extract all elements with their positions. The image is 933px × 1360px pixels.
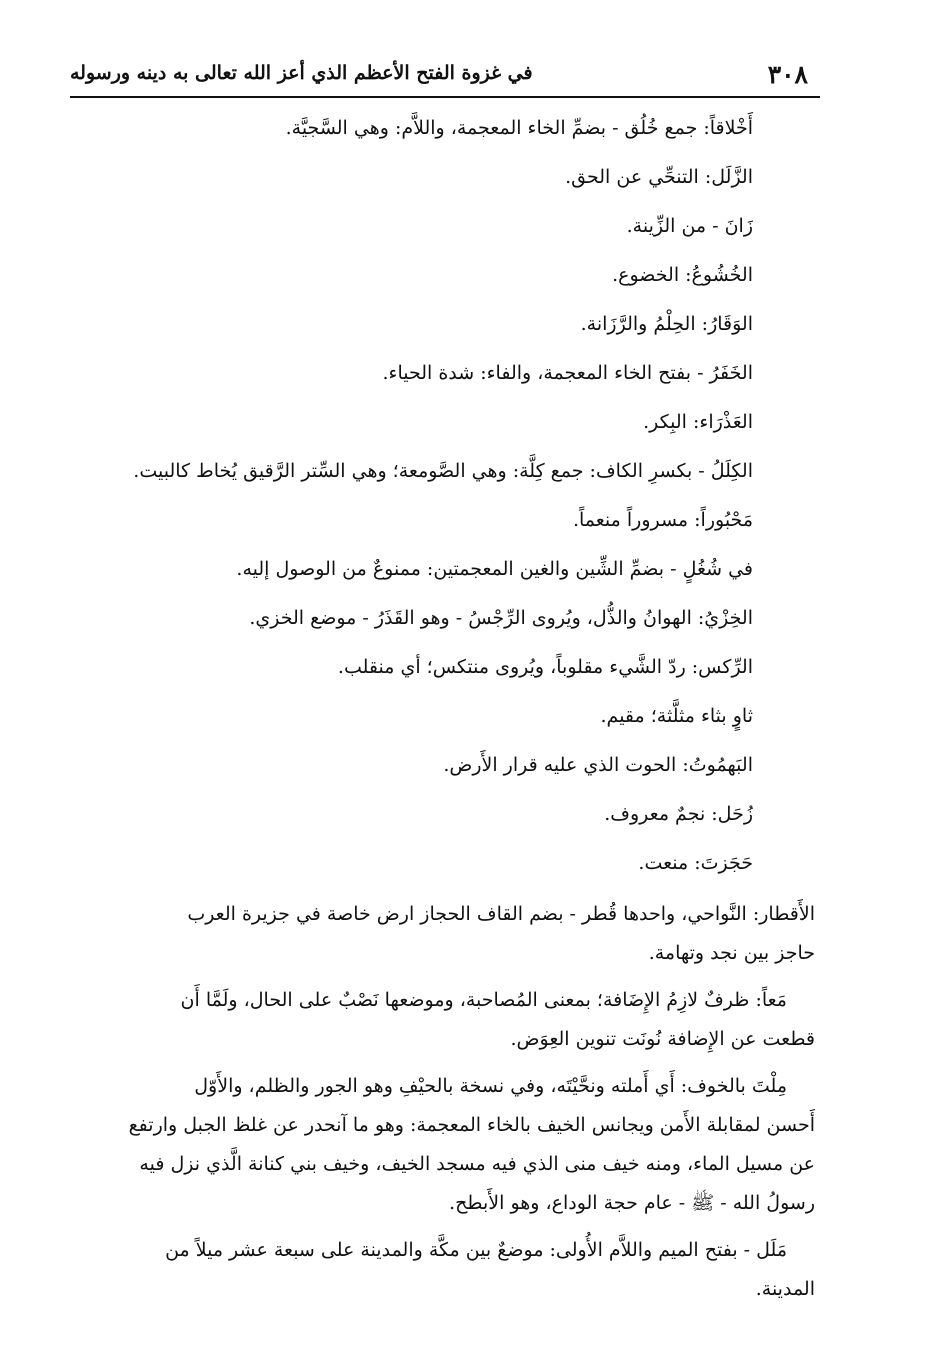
glossary-entry xyxy=(70,740,815,789)
header-rule xyxy=(70,96,820,98)
glossary-entry xyxy=(70,103,815,152)
entry-line: العَذْرَاء: البِكر. xyxy=(643,411,753,433)
entry-line: زَانَ - من الزِّينة. xyxy=(626,215,753,237)
glossary-entry xyxy=(70,895,815,973)
entry-line: ثاوٍ بثاء مثلَّثة؛ مقيم. xyxy=(600,705,753,727)
entry-line: قطعت عن الإِضافة نُونَت تنوين العِوَض. xyxy=(510,1028,815,1050)
entry-line: الخَفَرُ - بفتح الخاء المعجمة، والفاء: شدة الحياء. xyxy=(382,362,753,384)
glossary-entry xyxy=(70,593,815,642)
entry-line: الخِزْيُ: الهوانُ والذُّل، ويُروى الرِّجْسُ - وهو القَذَرُ - موضع الخزي. xyxy=(249,607,753,629)
glossary-entry xyxy=(70,981,815,1059)
entry-line: المدينة. xyxy=(755,1278,815,1300)
glossary-entries xyxy=(70,103,815,1343)
glossary-entry xyxy=(70,789,815,838)
entry-line: زُحَل: نجمٌ معروف. xyxy=(604,803,753,825)
entry-line: الوَقَارُ: الحِلْمُ والرَّزَانة. xyxy=(580,313,753,335)
glossary-entry xyxy=(70,691,815,740)
entry-line: البَهمُوتُ: الحوت الذي عليه قرار الأَرض. xyxy=(443,754,753,776)
page-number: ٣٠٨ xyxy=(767,60,808,89)
glossary-entry xyxy=(70,250,815,299)
glossary-entry xyxy=(70,495,815,544)
glossary-entry xyxy=(70,201,815,250)
entry-line: حاجز بين نجد وتهامة. xyxy=(648,942,815,964)
glossary-entry xyxy=(70,838,815,887)
entry-line: مَعاً: ظرفٌ لازِمُ الإِضَافة؛ بمعنى المُصاحبة، وموضعها نَصْبٌ على الحال، ولَمَّا أَن xyxy=(180,989,787,1011)
entry-line: الرِّكس: ردّ الشَّيء مقلوباً، ويُروى منتكس؛ أي منقلب. xyxy=(337,656,753,678)
entry-line: مِلْتَ بالخوف: أَي أَملته ونحَّيْتَه، وفي نسخة بالحيْفِ وهو الجور والظلم، والأَوّل xyxy=(194,1075,787,1097)
glossary-entry xyxy=(70,397,815,446)
glossary-entry xyxy=(70,1067,815,1223)
entry-line: رسولُ الله - ﷺ - عام حجة الوداع، وهو الأَبطح. xyxy=(449,1192,815,1214)
entry-line: أَخْلاقاً: جمع خُلُق - بضمِّ الخاء المعجمة، واللاَّم: وهي السَّجيَّة. xyxy=(285,117,753,139)
entry-line: الخُشُوعُ: الخضوع. xyxy=(612,264,753,286)
glossary-entry xyxy=(70,446,815,495)
entry-line: الكِلَلُ - بكسرِ الكاف: جمع كِلَّة: وهي الصَّومعة؛ وهي السِّتر الرَّقيق يُخاط كالبيت. xyxy=(133,460,753,482)
entry-line: حَجَزتَ: منعت. xyxy=(638,852,753,874)
entry-line: الأَقطار: النَّواحي، واحدها قُطر - بضم القاف الحجاز ارض خاصة في جزيرة العرب xyxy=(187,903,815,925)
glossary-entry xyxy=(70,152,815,201)
running-title: في غزوة الفتح الأعظم الذي أعز الله تعالى به دينه ورسوله xyxy=(70,62,533,84)
glossary-entry xyxy=(70,299,815,348)
entry-line: الزَّلَل: التنحِّي عن الحق. xyxy=(565,166,753,188)
glossary-entry xyxy=(70,642,815,691)
entry-line: أَحسن لمقابلة الأَمن ويجانس الخيف بالخاء المعجمة: وهو ما آنحدر عن غلظ الجبل وارتفع xyxy=(128,1114,815,1136)
entry-line: في شُغُلٍ - بضمِّ الشِّين والغين المعجمتين: ممنوعٌ من الوصول إليه. xyxy=(236,558,753,580)
glossary-entry xyxy=(70,348,815,397)
entry-line: مَلَل - بفتح الميم واللاَّم الأُولى: موضعٌ بين مكَّة والمدينة على سبعة عشر ميلاً من xyxy=(165,1239,787,1261)
glossary-entry xyxy=(70,544,815,593)
entry-line: مَحْبُوراً: مسروراً منعماً. xyxy=(572,509,753,531)
page-header xyxy=(70,52,820,96)
entry-line: عن مسيل الماء، ومنه خيف منى الذي فيه مسجد الخيف، وخيف بني كنانة الَّذي نزل فيه xyxy=(139,1153,815,1175)
glossary-entry xyxy=(70,1231,815,1309)
